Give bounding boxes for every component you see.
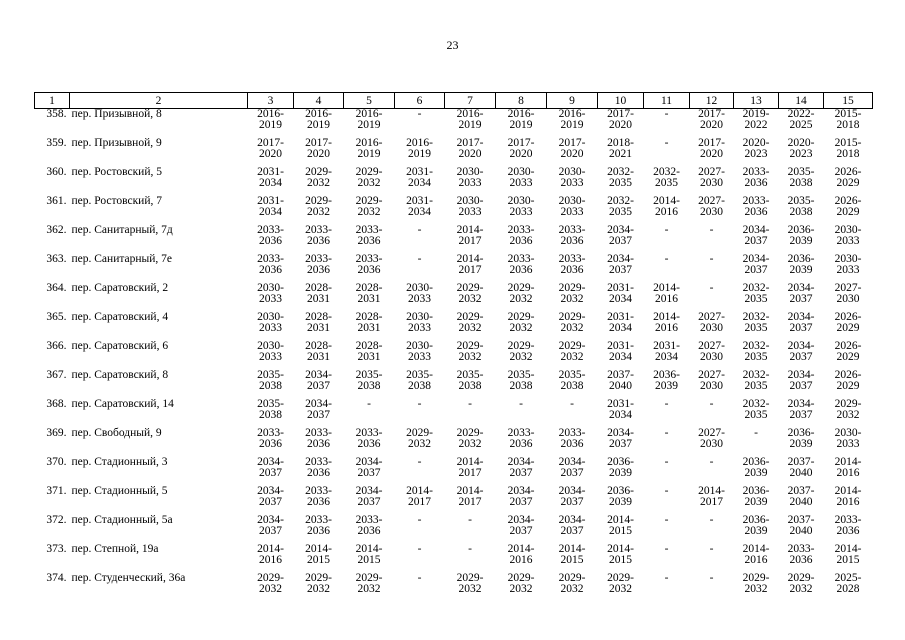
address-cell: пер. Саратовский, 4	[71, 311, 169, 323]
period-cell: 2030- 2033	[834, 253, 862, 276]
period-cell: 2014- 2016	[257, 543, 284, 566]
period-cell: 2034- 2037	[558, 456, 586, 479]
period-cell: 2029- 2032	[456, 282, 484, 305]
table-row	[35, 544, 873, 573]
period-cell: 2026- 2029	[834, 340, 862, 363]
column-header: 13	[734, 93, 779, 109]
period-cell: 2030- 2033	[558, 195, 586, 218]
period-cell: 2035- 2038	[355, 369, 383, 392]
address-cell: пер. Саратовский, 6	[71, 340, 169, 352]
table-row	[35, 573, 873, 602]
period-cell: 2034- 2037	[787, 340, 815, 363]
period-cell: 2026- 2029	[834, 369, 862, 392]
period-cell: 2029- 2032	[406, 427, 433, 450]
period-cell: 2029- 2032	[456, 340, 484, 363]
period-cell: 2034- 2037	[257, 514, 284, 537]
period-cell: 2030- 2033	[834, 427, 862, 450]
period-cell: 2016- 2019	[257, 108, 284, 131]
row-number: 366.	[46, 340, 67, 352]
period-cell: -	[417, 456, 422, 468]
period-cell: 2035- 2038	[456, 369, 484, 392]
period-cell: 2029- 2032	[507, 282, 535, 305]
period-cell: 2034- 2037	[787, 282, 815, 305]
period-cell: 2028- 2031	[355, 311, 383, 334]
row-number: 371.	[46, 485, 67, 497]
period-cell: 2027- 2030	[698, 311, 725, 334]
period-cell: 2033- 2036	[305, 456, 332, 479]
period-cell: 2033- 2036	[355, 253, 383, 276]
period-cell: -	[709, 543, 714, 555]
period-cell: 2036- 2039	[742, 514, 770, 537]
period-cell: 2029- 2032	[355, 572, 383, 595]
period-cell: 2033- 2036	[507, 253, 535, 276]
period-cell: 2036- 2039	[653, 369, 680, 392]
period-cell: 2033- 2036	[305, 253, 332, 276]
period-cell: 2035- 2038	[257, 369, 284, 392]
address-cell: пер. Студенческий, 36а	[71, 572, 186, 584]
period-cell: 2029- 2032	[558, 572, 586, 595]
period-cell: 2029- 2032	[456, 572, 484, 595]
period-cell: 2030- 2033	[406, 311, 433, 334]
address-cell: пер. Санитарный, 7д	[71, 224, 173, 236]
period-cell: 2014- 2016	[834, 456, 862, 479]
column-header: 5	[344, 93, 395, 109]
period-cell: 2032- 2035	[742, 282, 770, 305]
period-cell: 2016- 2019	[355, 108, 383, 131]
period-cell: -	[664, 456, 669, 468]
period-cell: 2027- 2030	[698, 195, 725, 218]
period-cell: -	[664, 398, 669, 410]
period-cell: 2030- 2033	[257, 340, 284, 363]
period-cell: 2028- 2031	[305, 311, 332, 334]
period-cell: 2034- 2037	[507, 456, 535, 479]
period-cell: 2034- 2037	[607, 427, 634, 450]
period-cell: 2035- 2038	[507, 369, 535, 392]
period-cell: 2020- 2023	[742, 137, 770, 160]
period-cell: 2029- 2032	[456, 427, 484, 450]
period-cell: -	[709, 456, 714, 468]
period-cell: -	[664, 137, 669, 149]
period-cell: 2029- 2032	[507, 311, 535, 334]
period-cell: 2033- 2036	[257, 253, 284, 276]
period-cell: 2017- 2020	[305, 137, 332, 160]
period-cell: 2030- 2033	[406, 282, 433, 305]
table-row	[35, 109, 873, 139]
period-cell: 2034- 2037	[787, 311, 815, 334]
period-cell: -	[754, 427, 758, 439]
period-cell: 2033- 2036	[558, 253, 586, 276]
period-cell: 2016- 2019	[305, 108, 332, 131]
period-cell: 2016- 2019	[456, 108, 484, 131]
row-number: 374.	[46, 572, 67, 584]
table-row	[35, 283, 873, 312]
period-cell: 2033- 2036	[355, 224, 383, 247]
period-cell: 2031- 2034	[406, 195, 433, 218]
column-header: 14	[779, 93, 824, 109]
address-cell: пер. Призывной, 8	[71, 108, 162, 120]
period-cell: 2031- 2034	[257, 166, 284, 189]
period-cell: 2026- 2029	[834, 311, 862, 334]
row-number: 359.	[46, 137, 67, 149]
period-cell: 2034- 2037	[305, 369, 332, 392]
period-cell: 2030- 2033	[507, 166, 535, 189]
period-cell: 2030- 2033	[507, 195, 535, 218]
period-cell: 2029- 2032	[558, 282, 586, 305]
address-cell: пер. Стадионный, 5	[71, 485, 168, 497]
period-cell: 2029- 2032	[507, 572, 535, 595]
period-cell: 2014- 2015	[607, 514, 634, 537]
period-cell: 2017- 2020	[607, 108, 634, 131]
period-cell: 2029- 2032	[507, 340, 535, 363]
period-cell: 2034- 2037	[787, 369, 815, 392]
period-cell: 2032- 2035	[742, 398, 770, 421]
period-cell: 2014- 2016	[742, 543, 770, 566]
table-row	[35, 370, 873, 399]
period-cell: 2035- 2038	[787, 195, 815, 218]
period-cell: 2034- 2037	[305, 398, 332, 421]
period-cell: 2030- 2033	[456, 195, 484, 218]
period-cell: -	[664, 224, 669, 236]
period-cell: 2034- 2037	[558, 485, 586, 508]
period-cell: 2029- 2032	[257, 572, 284, 595]
period-cell: 2028- 2031	[355, 340, 383, 363]
period-cell: 2034- 2037	[607, 224, 634, 247]
period-cell: 2029- 2032	[305, 166, 332, 189]
table-row	[35, 196, 873, 225]
row-number: 373.	[46, 543, 67, 555]
period-cell: 2033- 2036	[742, 166, 770, 189]
table-row	[35, 225, 873, 254]
period-cell: 2037- 2040	[787, 485, 815, 508]
period-cell: 2033- 2036	[305, 427, 332, 450]
period-cell: 2026- 2029	[834, 195, 862, 218]
period-cell: 2014- 2017	[406, 485, 433, 508]
period-cell: -	[664, 427, 669, 439]
period-cell: 2014- 2015	[607, 543, 634, 566]
period-cell: 2014- 2016	[653, 195, 680, 218]
period-cell: 2029- 2032	[305, 195, 332, 218]
period-cell: 2032- 2035	[742, 311, 770, 334]
period-cell: 2035- 2038	[406, 369, 433, 392]
period-cell: 2014- 2015	[305, 543, 332, 566]
period-cell: -	[468, 398, 472, 410]
period-cell: 2014- 2017	[456, 485, 484, 508]
period-cell: 2032- 2035	[653, 166, 680, 189]
period-cell: 2022- 2025	[787, 108, 815, 131]
period-cell: 2034- 2037	[742, 224, 770, 247]
period-cell: 2034- 2037	[507, 485, 535, 508]
column-header: 1	[35, 93, 70, 109]
table-row	[35, 312, 873, 341]
column-header: 6	[395, 93, 445, 109]
period-cell: 2029- 2032	[558, 311, 586, 334]
period-cell: 2030- 2033	[558, 166, 586, 189]
period-cell: 2034- 2037	[355, 485, 383, 508]
period-cell: 2032- 2035	[742, 340, 770, 363]
period-cell: 2017- 2020	[698, 108, 725, 131]
period-cell: 2015- 2018	[834, 137, 862, 160]
period-cell: 2033- 2036	[257, 427, 284, 450]
period-cell: 2035- 2038	[558, 369, 586, 392]
period-cell: 2014- 2016	[653, 311, 680, 334]
column-header: 15	[824, 93, 873, 109]
period-cell: 2014- 2016	[507, 543, 535, 566]
column-header: 7	[445, 93, 496, 109]
period-cell: 2031- 2034	[607, 398, 634, 421]
row-number: 358.	[46, 108, 67, 120]
period-cell: 2035- 2038	[787, 166, 815, 189]
table-row	[35, 167, 873, 196]
address-cell: пер. Саратовский, 2	[71, 282, 169, 294]
period-cell: -	[519, 398, 523, 410]
address-cell: пер. Саратовский, 8	[71, 369, 169, 381]
period-cell: 2019- 2022	[742, 108, 770, 131]
period-cell: 2016- 2019	[507, 108, 535, 131]
page-number: 23	[446, 38, 459, 52]
row-number: 370.	[46, 456, 67, 468]
period-cell: 2014- 2017	[456, 456, 484, 479]
period-cell: -	[664, 485, 669, 497]
period-cell: 2036- 2039	[787, 253, 815, 276]
period-cell: 2014- 2016	[834, 485, 862, 508]
period-cell: 2033- 2036	[355, 514, 383, 537]
table-row	[35, 515, 873, 544]
period-cell: 2030- 2033	[834, 224, 862, 247]
period-cell: 2036- 2039	[742, 456, 770, 479]
period-cell: 2034- 2037	[607, 253, 634, 276]
period-cell: 2031- 2034	[607, 282, 634, 305]
period-cell: -	[709, 282, 714, 294]
period-cell: 2033- 2036	[507, 427, 535, 450]
period-cell: -	[417, 572, 422, 584]
row-number: 368.	[46, 398, 67, 410]
period-cell: 2017- 2020	[558, 137, 586, 160]
address-cell: пер. Саратовский, 14	[71, 398, 174, 410]
address-cell: пер. Санитарный, 7е	[71, 253, 173, 265]
row-number: 367.	[46, 369, 67, 381]
column-header: 12	[690, 93, 734, 109]
period-cell: 2030- 2033	[406, 340, 433, 363]
period-cell: 2029- 2032	[558, 340, 586, 363]
period-cell: 2018- 2021	[607, 137, 634, 160]
period-cell: -	[709, 514, 714, 526]
period-cell: -	[570, 398, 574, 410]
period-cell: 2033- 2036	[305, 224, 332, 247]
period-cell: 2027- 2030	[698, 427, 725, 450]
column-header: 8	[496, 93, 547, 109]
period-cell: 2014- 2017	[698, 485, 725, 508]
period-cell: 2029- 2032	[456, 311, 484, 334]
period-cell: 2014- 2015	[558, 543, 586, 566]
period-cell: 2017- 2020	[257, 137, 284, 160]
period-cell: 2029- 2032	[305, 572, 332, 595]
period-cell: 2029- 2032	[355, 195, 383, 218]
column-header: 2	[70, 93, 248, 109]
address-cell: пер. Ростовский, 7	[71, 195, 162, 207]
row-number: 361.	[46, 195, 67, 207]
period-cell: 2033- 2036	[787, 543, 815, 566]
period-cell: 2017- 2020	[456, 137, 484, 160]
period-cell: -	[417, 108, 422, 120]
column-header: 4	[294, 93, 344, 109]
period-cell: 2027- 2030	[698, 340, 725, 363]
period-cell: 2029- 2032	[607, 572, 634, 595]
period-cell: -	[367, 398, 371, 410]
period-cell: 2030- 2033	[257, 311, 284, 334]
header-row	[35, 93, 873, 109]
period-cell: 2034- 2037	[355, 456, 383, 479]
period-cell: 2016- 2019	[355, 137, 383, 160]
period-cell: 2017- 2020	[507, 137, 535, 160]
period-cell: 2033- 2036	[558, 427, 586, 450]
period-cell: 2017- 2020	[698, 137, 725, 160]
period-cell: 2014- 2017	[456, 253, 484, 276]
address-cell: пер. Свободный, 9	[71, 427, 162, 439]
period-cell: 2033- 2036	[558, 224, 586, 247]
period-cell: 2034- 2037	[787, 398, 815, 421]
period-cell: -	[709, 224, 714, 236]
period-cell: -	[468, 514, 472, 526]
period-cell: 2034- 2037	[558, 514, 586, 537]
period-cell: 2031- 2034	[607, 340, 634, 363]
period-cell: 2036- 2039	[607, 485, 634, 508]
period-cell: 2026- 2029	[834, 166, 862, 189]
row-number: 363.	[46, 253, 67, 265]
table-row	[35, 138, 873, 167]
period-cell: 2036- 2039	[787, 224, 815, 247]
period-cell: 2037- 2040	[607, 369, 634, 392]
period-cell: 2027- 2030	[834, 282, 862, 305]
period-cell: 2029- 2032	[787, 572, 815, 595]
period-cell: 2016- 2019	[558, 108, 586, 131]
address-cell: пер. Стадионный, 3	[71, 456, 168, 468]
period-cell: 2016- 2019	[406, 137, 433, 160]
period-cell: 2033- 2036	[305, 485, 332, 508]
table-row	[35, 254, 873, 283]
period-cell: -	[417, 514, 422, 526]
period-cell: 2015- 2018	[834, 108, 862, 131]
period-cell: 2031- 2034	[406, 166, 433, 189]
row-number: 364.	[46, 282, 67, 294]
period-cell: 2036- 2039	[787, 427, 815, 450]
row-number: 365.	[46, 311, 67, 323]
table-body	[35, 109, 873, 603]
period-cell: 2036- 2039	[742, 485, 770, 508]
row-number: 372.	[46, 514, 67, 526]
period-cell: 2027- 2030	[698, 369, 725, 392]
period-cell: 2014- 2017	[456, 224, 484, 247]
table-row	[35, 457, 873, 486]
column-header: 11	[644, 93, 690, 109]
period-cell: -	[664, 543, 669, 555]
row-number: 369.	[46, 427, 67, 439]
period-cell: 2027- 2030	[698, 166, 725, 189]
period-cell: -	[709, 398, 714, 410]
period-cell: -	[664, 514, 669, 526]
period-cell: 2032- 2035	[607, 166, 634, 189]
address-cell: пер. Стадионный, 5а	[71, 514, 173, 526]
period-cell: 2020- 2023	[787, 137, 815, 160]
period-cell: 2028- 2031	[355, 282, 383, 305]
period-cell: 2036- 2039	[607, 456, 634, 479]
table-row	[35, 486, 873, 515]
period-cell: 2033- 2036	[355, 427, 383, 450]
period-cell: -	[664, 253, 669, 265]
period-cell: -	[417, 253, 422, 265]
period-cell: 2032- 2035	[607, 195, 634, 218]
row-number: 360.	[46, 166, 67, 178]
period-cell: 2033- 2036	[257, 224, 284, 247]
column-header: 3	[248, 93, 294, 109]
period-cell: 2014- 2016	[653, 282, 680, 305]
period-cell: 2029- 2032	[834, 398, 862, 421]
table-row	[35, 399, 873, 428]
period-cell: 2034- 2037	[742, 253, 770, 276]
period-cell: -	[709, 572, 714, 584]
period-cell: 2037- 2040	[787, 456, 815, 479]
period-cell: 2034- 2037	[507, 514, 535, 537]
period-cell: 2033- 2036	[305, 514, 332, 537]
column-header: 9	[547, 93, 598, 109]
period-cell: 2032- 2035	[742, 369, 770, 392]
period-cell: -	[417, 543, 422, 555]
period-cell: 2030- 2033	[456, 166, 484, 189]
period-cell: 2014- 2015	[355, 543, 383, 566]
address-cell: пер. Степной, 19а	[71, 543, 159, 555]
address-cell: пер. Ростовский, 5	[71, 166, 162, 178]
period-cell: 2035- 2038	[257, 398, 284, 421]
period-cell: 2025- 2028	[834, 572, 862, 595]
period-cell: 2034- 2037	[257, 485, 284, 508]
period-cell: 2028- 2031	[305, 340, 332, 363]
period-cell: -	[709, 253, 714, 265]
table-row	[35, 428, 873, 457]
period-cell: 2037- 2040	[787, 514, 815, 537]
period-cell: 2031- 2034	[607, 311, 634, 334]
period-cell: -	[417, 398, 422, 410]
period-cell: 2029- 2032	[742, 572, 770, 595]
period-cell: 2030- 2033	[257, 282, 284, 305]
period-cell: 2034- 2037	[257, 456, 284, 479]
period-cell: -	[417, 224, 422, 236]
period-cell: -	[468, 543, 472, 555]
period-cell: 2033- 2036	[507, 224, 535, 247]
schedule-table	[34, 92, 873, 602]
column-header: 10	[598, 93, 644, 109]
period-cell: 2014- 2015	[834, 543, 862, 566]
period-cell: 2033- 2036	[742, 195, 770, 218]
period-cell: 2031- 2034	[257, 195, 284, 218]
period-cell: 2031- 2034	[653, 340, 680, 363]
period-cell: 2033- 2036	[834, 514, 862, 537]
row-number: 362.	[46, 224, 67, 236]
period-cell: 2029- 2032	[355, 166, 383, 189]
period-cell: 2028- 2031	[305, 282, 332, 305]
address-cell: пер. Призывной, 9	[71, 137, 162, 149]
period-cell: -	[664, 572, 669, 584]
period-cell: -	[664, 108, 669, 120]
table-row	[35, 341, 873, 370]
